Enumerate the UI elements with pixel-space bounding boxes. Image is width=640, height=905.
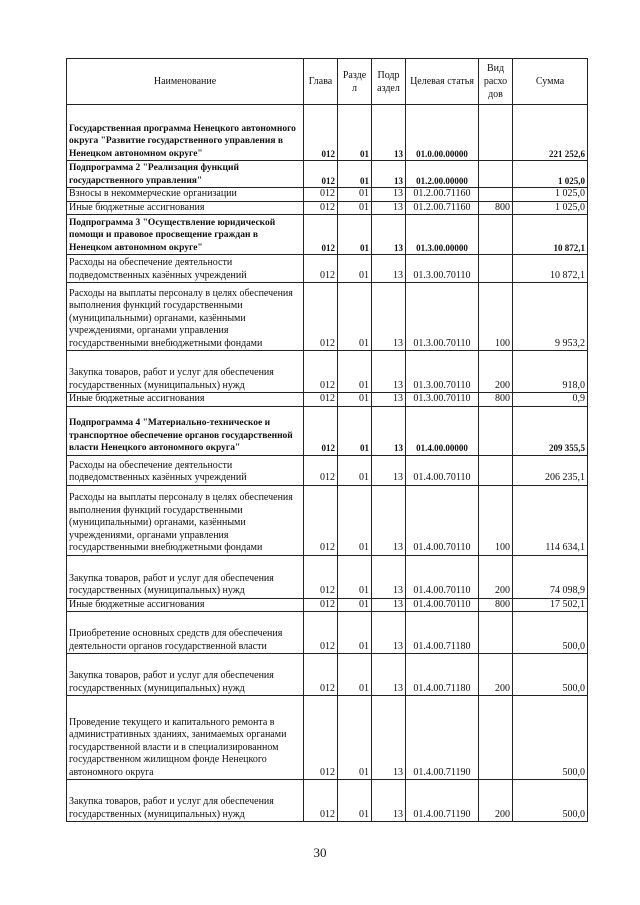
row-vid: 200: [479, 555, 513, 598]
row-vid: 100: [479, 283, 513, 351]
table-row: [67, 283, 588, 351]
row-target: 01.4.00.70110: [406, 455, 479, 485]
row-podrazdel: 13: [372, 555, 406, 598]
row-vid: [479, 255, 513, 283]
row-sum: 10 872,1: [513, 255, 588, 283]
row-razdel: 01: [338, 201, 372, 215]
row-razdel: 01: [338, 406, 372, 455]
row-sum: 1 025,0: [513, 161, 588, 188]
row-podrazdel: 13: [372, 393, 406, 407]
row-glava: 012: [304, 283, 338, 351]
row-vid: [479, 161, 513, 188]
header-razdel: Разде л: [338, 59, 372, 105]
row-name: Подпрограмма 2 "Реализация функций государственного управления": [67, 161, 304, 188]
row-podrazdel: 13: [372, 406, 406, 455]
page-number: 30: [313, 845, 327, 860]
row-vid: [479, 696, 513, 780]
table-row: [67, 598, 588, 612]
row-sum: 500,0: [513, 654, 588, 696]
row-podrazdel: 13: [372, 215, 406, 255]
row-podrazdel: 13: [372, 654, 406, 696]
row-glava: 012: [304, 188, 338, 202]
row-razdel: 01: [338, 161, 372, 188]
row-target: 01.4.00.71190: [406, 780, 479, 822]
row-podrazdel: 13: [372, 351, 406, 393]
row-podrazdel: 13: [372, 255, 406, 283]
budget-table: [66, 58, 588, 822]
row-sum: 1 025,0: [513, 201, 588, 215]
row-target: 01.4.00.70110: [406, 598, 479, 612]
row-glava: 012: [304, 201, 338, 215]
row-glava: 012: [304, 105, 338, 161]
row-vid: 200: [479, 654, 513, 696]
row-target: 01.2.00.71160: [406, 201, 479, 215]
row-target: 01.2.00.71160: [406, 188, 479, 202]
row-name: Закупка товаров, работ и услуг для обеспечения государственных (муниципальных) нужд: [67, 780, 304, 822]
row-razdel: 01: [338, 105, 372, 161]
row-podrazdel: 13: [372, 105, 406, 161]
row-name: Расходы на обеспечение деятельности подведомственных казённых учреждений: [67, 455, 304, 485]
row-name: Иные бюджетные ассигнования: [67, 393, 304, 407]
row-sum: 1 025,0: [513, 188, 588, 202]
row-sum: 209 355,5: [513, 406, 588, 455]
row-razdel: 01: [338, 188, 372, 202]
row-razdel: 01: [338, 283, 372, 351]
table-row: [67, 485, 588, 555]
row-glava: 012: [304, 406, 338, 455]
header-name: Наименование: [67, 59, 304, 105]
row-glava: 012: [304, 255, 338, 283]
row-target: 01.0.00.00000: [406, 105, 479, 161]
row-target: 01.2.00.00000: [406, 161, 479, 188]
row-podrazdel: 13: [372, 485, 406, 555]
row-razdel: 01: [338, 654, 372, 696]
row-podrazdel: 13: [372, 161, 406, 188]
row-target: 01.3.00.70110: [406, 351, 479, 393]
table-header-row: [67, 59, 588, 105]
row-sum: 114 634,1: [513, 485, 588, 555]
row-vid: 800: [479, 598, 513, 612]
row-name: Закупка товаров, работ и услуг для обеспечения государственных (муниципальных) нужд: [67, 555, 304, 598]
row-sum: 10 872,1: [513, 215, 588, 255]
table-row: [67, 612, 588, 654]
row-sum: 500,0: [513, 612, 588, 654]
table-row: [67, 654, 588, 696]
table-row: [67, 406, 588, 455]
row-target: 01.4.00.70110: [406, 555, 479, 598]
row-vid: 800: [479, 201, 513, 215]
row-vid: [479, 105, 513, 161]
header-vid: Вид расхо дов: [479, 59, 513, 105]
table-row: [67, 161, 588, 188]
row-vid: [479, 455, 513, 485]
row-podrazdel: 13: [372, 188, 406, 202]
row-target: 01.3.00.70110: [406, 393, 479, 407]
row-glava: 012: [304, 696, 338, 780]
row-sum: 0,9: [513, 393, 588, 407]
row-vid: [479, 215, 513, 255]
row-target: 01.4.00.71180: [406, 612, 479, 654]
row-sum: 500,0: [513, 780, 588, 822]
header-target: Целевая статья: [406, 59, 479, 105]
row-glava: 012: [304, 161, 338, 188]
row-name: Расходы на обеспечение деятельности подведомственных казённых учреждений: [67, 255, 304, 283]
row-podrazdel: 13: [372, 201, 406, 215]
row-vid: [479, 406, 513, 455]
row-target: 01.3.00.70110: [406, 255, 479, 283]
row-vid: 200: [479, 351, 513, 393]
table-row: [67, 255, 588, 283]
row-name: Проведение текущего и капитального ремонта в административных зданиях, занимаемых органами государственной власти и в специализированном государственном жилищном фонде Ненецкого автономного округа: [67, 696, 304, 780]
row-target: 01.3.00.70110: [406, 283, 479, 351]
row-target: 01.4.00.71190: [406, 696, 479, 780]
row-name: Взносы в некоммерческие организации: [67, 188, 304, 202]
table-row: [67, 105, 588, 161]
row-glava: 012: [304, 612, 338, 654]
row-vid: [479, 612, 513, 654]
row-name: Расходы на выплаты персоналу в целях обеспечения выполнения функций государственными (муниципальными) органами, казёнными учреждениями, органами управления государственными внебюджетными фондами: [67, 283, 304, 351]
row-razdel: 01: [338, 696, 372, 780]
row-target: 01.3.00.00000: [406, 215, 479, 255]
row-podrazdel: 13: [372, 283, 406, 351]
row-sum: 206 235,1: [513, 455, 588, 485]
row-glava: 012: [304, 215, 338, 255]
row-razdel: 01: [338, 455, 372, 485]
row-name: Расходы на выплаты персоналу в целях обеспечения выполнения функций государственными (муниципальными) органами, казёнными учреждениями, органами управления государственными внебюджетными фондами: [67, 485, 304, 555]
row-glava: 012: [304, 654, 338, 696]
row-sum: 500,0: [513, 696, 588, 780]
row-razdel: 01: [338, 255, 372, 283]
row-razdel: 01: [338, 215, 372, 255]
row-podrazdel: 13: [372, 455, 406, 485]
row-glava: 012: [304, 555, 338, 598]
row-glava: 012: [304, 485, 338, 555]
table-row: [67, 188, 588, 202]
row-target: 01.4.00.00000: [406, 406, 479, 455]
row-name: Иные бюджетные ассигнования: [67, 201, 304, 215]
row-sum: 918,0: [513, 351, 588, 393]
row-sum: 17 502,1: [513, 598, 588, 612]
row-target: 01.4.00.71180: [406, 654, 479, 696]
row-glava: 012: [304, 393, 338, 407]
row-sum: 9 953,2: [513, 283, 588, 351]
header-sum: Сумма: [513, 59, 588, 105]
table-row: [67, 201, 588, 215]
row-glava: 012: [304, 598, 338, 612]
table-row: [67, 351, 588, 393]
table-row: [67, 393, 588, 407]
table-row: [67, 780, 588, 822]
row-podrazdel: 13: [372, 612, 406, 654]
row-razdel: 01: [338, 780, 372, 822]
row-name: Подпрограмма 4 "Материально-техническое и транспортное обеспечение органов государственной власти Ненецкого автономного округа": [67, 406, 304, 455]
row-podrazdel: 13: [372, 598, 406, 612]
row-razdel: 01: [338, 555, 372, 598]
row-sum: 221 252,6: [513, 105, 588, 161]
row-razdel: 01: [338, 598, 372, 612]
row-podrazdel: 13: [372, 780, 406, 822]
row-vid: 800: [479, 393, 513, 407]
table-row: [67, 555, 588, 598]
table-row: [67, 215, 588, 255]
row-glava: 012: [304, 351, 338, 393]
row-razdel: 01: [338, 485, 372, 555]
row-glava: 012: [304, 455, 338, 485]
row-podrazdel: 13: [372, 696, 406, 780]
row-name: Приобретение основных средств для обеспечения деятельности органов государственной власти: [67, 612, 304, 654]
table-row: [67, 455, 588, 485]
header-podrazdel: Подр аздел: [372, 59, 406, 105]
table-row: [67, 696, 588, 780]
row-sum: 74 098,9: [513, 555, 588, 598]
row-name: Подпрограмма 3 "Осуществление юридической помощи и правовое просвещение граждан в Ненецком автономном округе": [67, 215, 304, 255]
row-vid: [479, 188, 513, 202]
row-razdel: 01: [338, 351, 372, 393]
row-glava: 012: [304, 780, 338, 822]
row-vid: 100: [479, 485, 513, 555]
row-vid: 200: [479, 780, 513, 822]
row-name: Иные бюджетные ассигнования: [67, 598, 304, 612]
row-name: Закупка товаров, работ и услуг для обеспечения государственных (муниципальных) нужд: [67, 351, 304, 393]
row-razdel: 01: [338, 393, 372, 407]
row-name: Закупка товаров, работ и услуг для обеспечения государственных (муниципальных) нужд: [67, 654, 304, 696]
row-target: 01.4.00.70110: [406, 485, 479, 555]
row-razdel: 01: [338, 612, 372, 654]
header-glava: Глава: [304, 59, 338, 105]
row-name: Государственная программа Ненецкого автономного округа "Развитие государственного управления в Ненецком автономном округе": [67, 105, 304, 161]
